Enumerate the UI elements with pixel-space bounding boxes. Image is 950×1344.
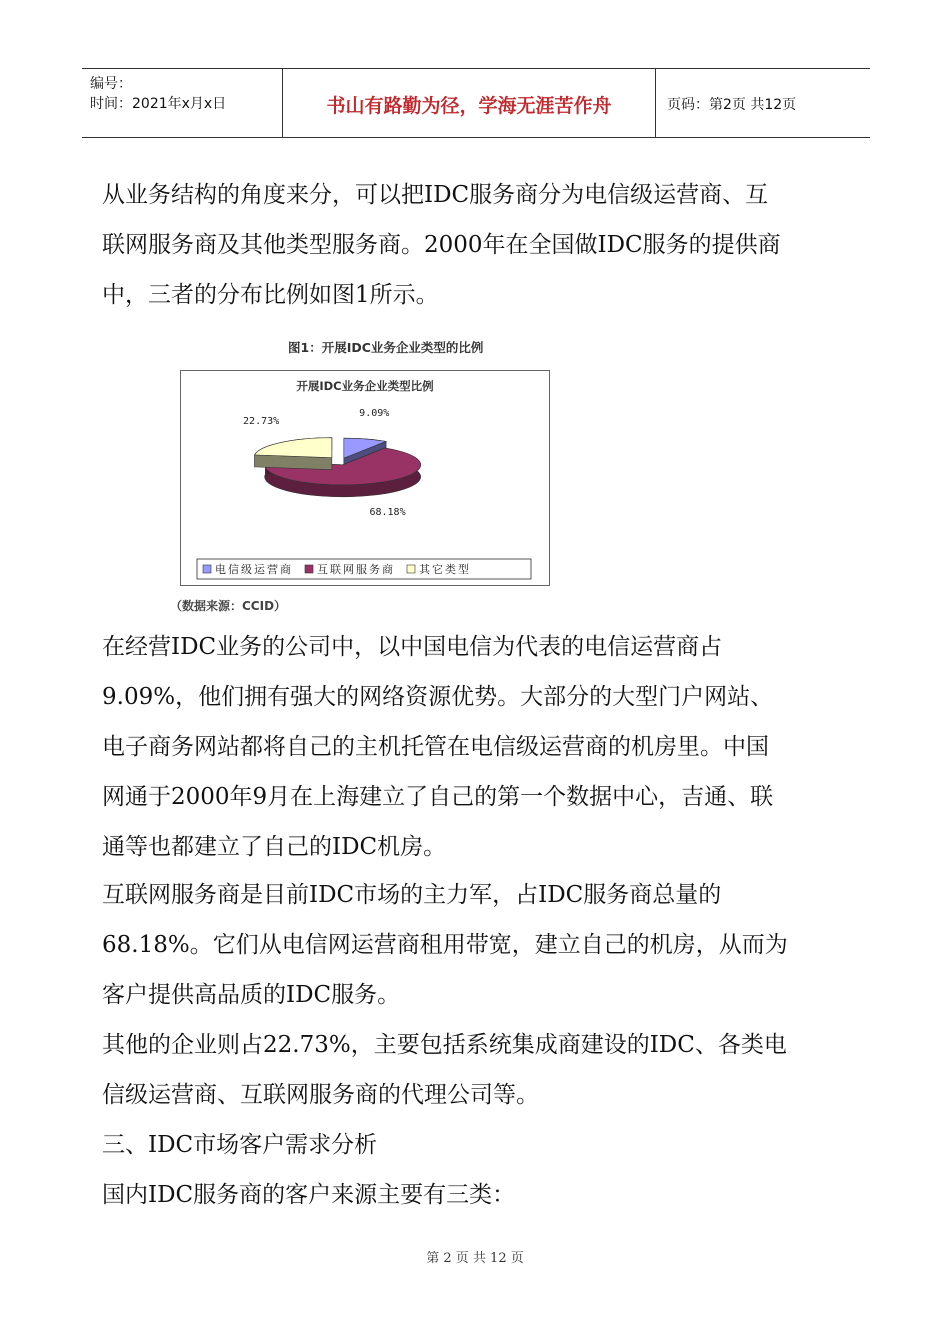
- document-number-label: 编号：: [90, 76, 132, 92]
- text-line: 其他的企业则占22.73%，主要包括系统集成商建设的IDC、各类电: [102, 1032, 787, 1058]
- text-line: 互联网服务商是目前IDC市场的主力军，占IDC服务商总量的: [102, 882, 722, 908]
- header-page-info: 页码：第2页 共12页: [667, 97, 797, 113]
- text-line: 信级运营商、互联网服务商的代理公司等。: [102, 1082, 539, 1108]
- document-time-label: 时间：2021年x月x日: [90, 96, 227, 112]
- header-motto-cell: [283, 69, 656, 137]
- chart-title: 开展IDC业务企业类型比例: [296, 379, 434, 393]
- section-heading: [102, 1120, 862, 1170]
- legend-label-0: 电信级运营商: [215, 563, 293, 576]
- legend-swatch-1: [305, 565, 313, 573]
- paragraph-5: [102, 1170, 862, 1220]
- text-line: 网通于2000年9月在上海建立了自己的第一个数据中心，吉通、联: [102, 784, 774, 810]
- page-footer: 第 2 页 共 12 页: [426, 1251, 524, 1266]
- data-label-1: 68.18%: [369, 507, 406, 519]
- text-line: 电子商务网站都将自己的主机托管在电信级运营商的机房里。中国: [102, 734, 769, 760]
- header-page-cell: [657, 69, 870, 137]
- text-line: 9.09%，他们拥有强大的网络资源优势。大部分的大型门户网站、: [102, 684, 774, 710]
- text-line: 68.18%。它们从电信网运营商租用带宽，建立自己的机房，从而为: [102, 932, 788, 958]
- pie-slice-2: [255, 438, 332, 458]
- header-motto: 书山有路勤为径，学海无涯苦作舟: [326, 95, 612, 117]
- text-line: 在经营IDC业务的公司中，以中国电信为代表的电信运营商占: [102, 634, 723, 660]
- paragraph-2: [102, 622, 862, 872]
- text-line: 中，三者的分布比例如图1所示。: [102, 282, 439, 308]
- data-label-0: 9.09%: [359, 407, 390, 419]
- data-label-2: 22.73%: [243, 415, 280, 427]
- page-header: [82, 68, 870, 138]
- text-line: 国内IDC服务商的客户来源主要有三类：: [102, 1182, 516, 1208]
- text-line: 从业务结构的角度来分，可以把IDC服务商分为电信级运营商、互: [102, 182, 769, 208]
- text-line: 联网服务商及其他类型服务商。2000年在全国做IDC服务的提供商: [102, 232, 781, 258]
- text-line: 客户提供高品质的IDC服务。: [102, 982, 401, 1008]
- paragraph-4: [102, 1020, 862, 1120]
- legend-label-1: 互联网服务商: [317, 563, 395, 576]
- paragraph-1: [102, 170, 862, 320]
- heading-text: 三、IDC市场客户需求分析: [102, 1132, 378, 1158]
- paragraph-3: [102, 870, 862, 1020]
- legend-swatch-0: [203, 565, 211, 573]
- figure-source: （数据来源：CCID）: [170, 599, 287, 613]
- pie-chart: [181, 371, 549, 585]
- header-meta-cell: [82, 69, 283, 137]
- legend-label-2: 其它类型: [419, 563, 471, 576]
- text-line: 通等也都建立了自己的IDC机房。: [102, 834, 447, 860]
- legend-swatch-2: [407, 565, 415, 573]
- figure-caption: 图1：开展IDC业务企业类型的比例: [288, 340, 484, 355]
- pie-chart-frame: [180, 370, 550, 586]
